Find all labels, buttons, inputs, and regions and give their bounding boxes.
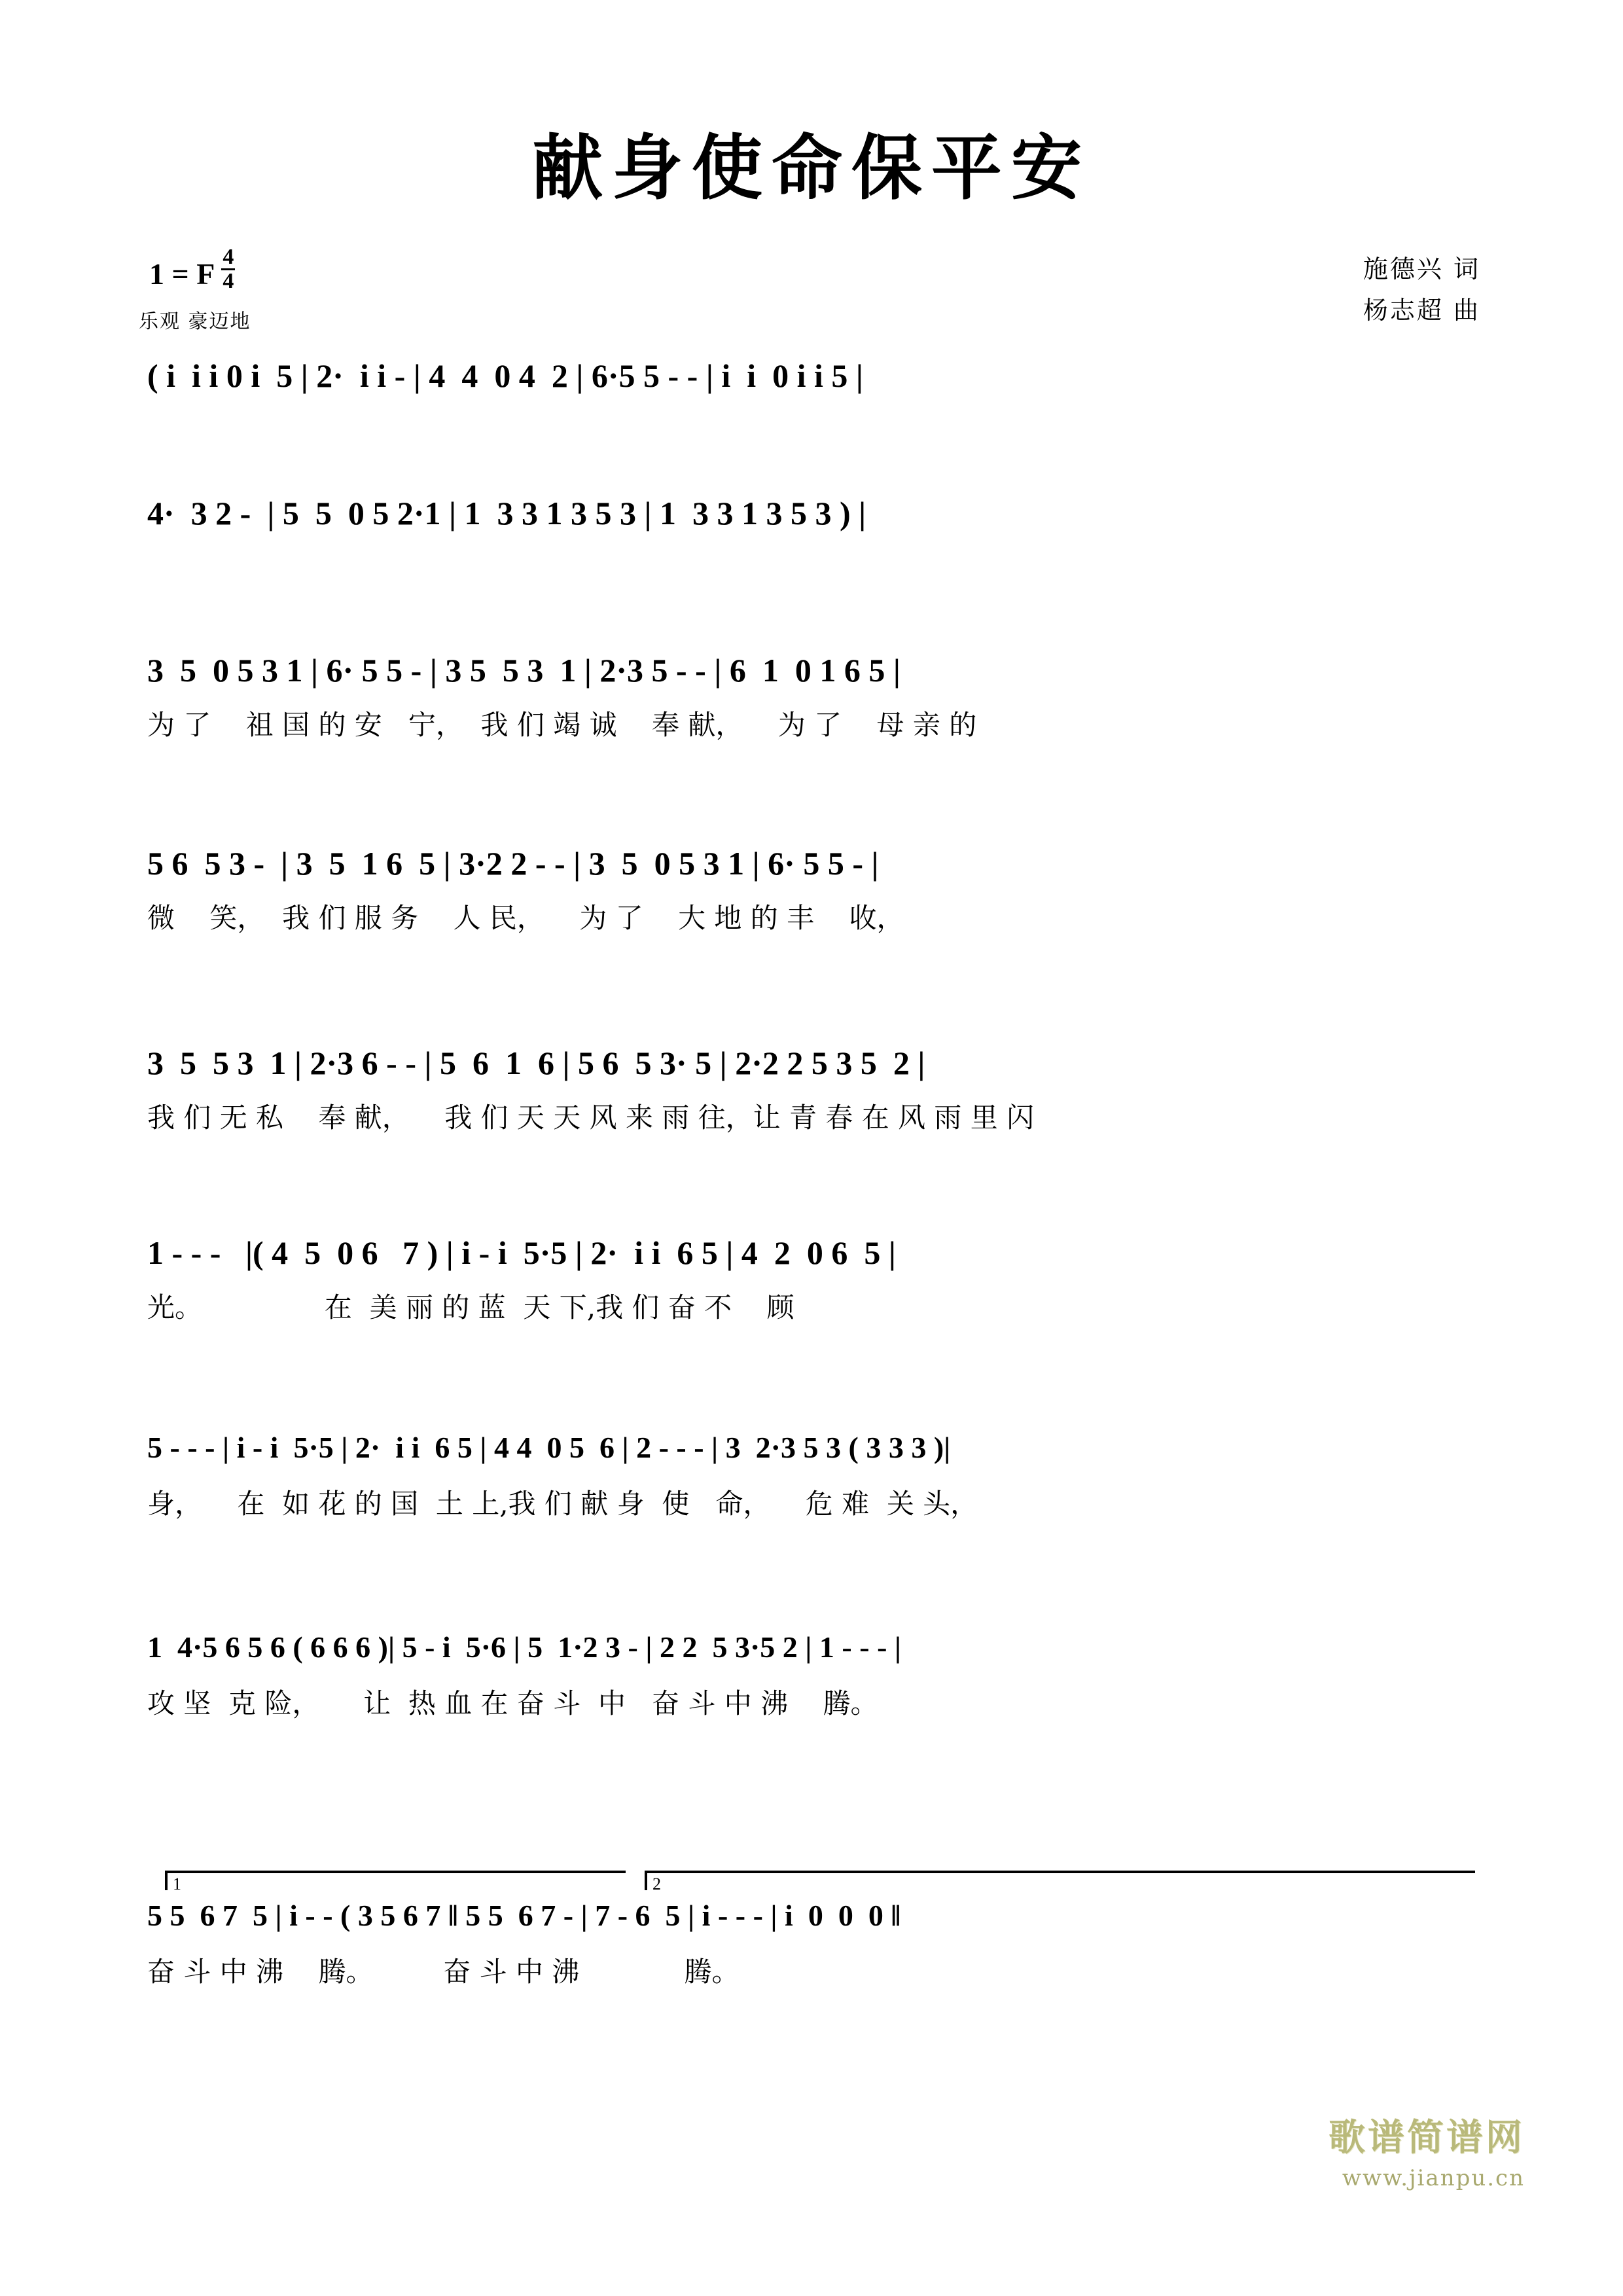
notation-row: 3 5 5 3 1 | 2·3 6 - - | 5 6 1 6 | 5 6 5 3· 5 | 2·2 2 5 3 5 2 | — [147, 1045, 925, 1081]
lyrics-row: 光。 在 美 丽 的 蓝 天 下,我 们 奋 不 顾 — [147, 1291, 794, 1323]
notation-row: 1 4·5 6 5 6 ( 6 6 6 )| 5 - i 5·6 | 5 1·2 3 - | 2 2 5 3·5 2 | 1 - - - | — [147, 1630, 902, 1664]
page-title: 献身使命保平安 — [531, 127, 1091, 209]
lyrics-row: 我 们 无 私 奉 献， 我 们 天 天 风 来 雨 往，让 青 春 在 风 雨 里 闪 — [147, 1102, 1035, 1134]
lyrics-row: 微 笑， 我 们 服 务 人 民， 为 了 大 地 的 丰 收， — [147, 902, 904, 934]
lyrics-row: 身， 在 如 花 的 国 土 上,我 们 献 身 使 命， 危 难 关 头， — [147, 1488, 978, 1520]
composer-credit: 杨志超 曲 — [1363, 295, 1480, 325]
volta-bracket-1 — [165, 1871, 626, 1893]
lyrics-row: 奋 斗 中 沸 腾。 奋 斗 中 沸 腾。 — [147, 1956, 740, 1988]
notation-row: 4· 3 2 - | 5 5 0 5 2·1 | 1 3 3 1 3 5 3 | 1 3 3 1 3 5 3 ) | — [147, 495, 866, 531]
notation-row: 3 5 0 5 3 1 | 6· 5 5 - | 3 5 5 3 1 | 2·3 5 - - | 6 1 0 1 6 5 | — [147, 652, 901, 689]
notation-row: 5 6 5 3 - | 3 5 1 6 5 | 3·2 2 - - | 3 5 0 5 3 1 | 6· 5 5 - | — [147, 845, 879, 882]
time-signature — [221, 246, 235, 293]
watermark-url: www.jianpu.cn — [1342, 2165, 1525, 2191]
key-signature-text: 1 = F — [149, 257, 215, 291]
lyrics-row: 为 了 祖 国 的 安 宁， 我 们 竭 诚 奉 献， 为 了 母 亲 的 — [147, 709, 977, 741]
credits — [1363, 249, 1480, 331]
volta-number: 1 — [173, 1874, 181, 1893]
volta-number: 2 — [652, 1874, 661, 1893]
time-signature-numerator: 4 — [223, 245, 234, 269]
notation-row: 5 5 6 7 5 | i - - ( 3 5 6 7 ‖ 5 5 6 7 - | 7 - 6 5 | i - - - | i 0 0 0 ‖ — [147, 1899, 901, 1932]
watermark — [1329, 2109, 1525, 2191]
volta-bracket-2 — [645, 1871, 1475, 1893]
watermark-site-name: 歌谱简谱网 — [1329, 2116, 1525, 2159]
time-signature-denominator: 4 — [223, 269, 234, 293]
lyrics-row: 攻 坚 克 险， 让 热 血 在 奋 斗 中 奋 斗 中 沸 腾。 — [147, 1687, 878, 1719]
lyricist-credit: 施德兴 词 — [1363, 255, 1480, 283]
notation-row: 1 - - - |( 4 5 0 6 7 ) | i - i 5·5 | 2· i i 6 5 | 4 2 0 6 5 | — [147, 1234, 896, 1271]
notation-row: ( i i i 0 i 5 | 2· i i - | 4 4 0 4 2 | 6·5 5 - - | i i 0 i i 5 | — [147, 357, 863, 394]
notation-row: 5 - - - | i - i 5·5 | 2· i i 6 5 | 4 4 0 5 6 | 2 - - - | 3 2·3 5 3 ( 3 3 3 )| — [147, 1431, 951, 1464]
key-signature — [149, 246, 235, 293]
mood-marking: 乐观 豪迈地 — [139, 310, 251, 333]
